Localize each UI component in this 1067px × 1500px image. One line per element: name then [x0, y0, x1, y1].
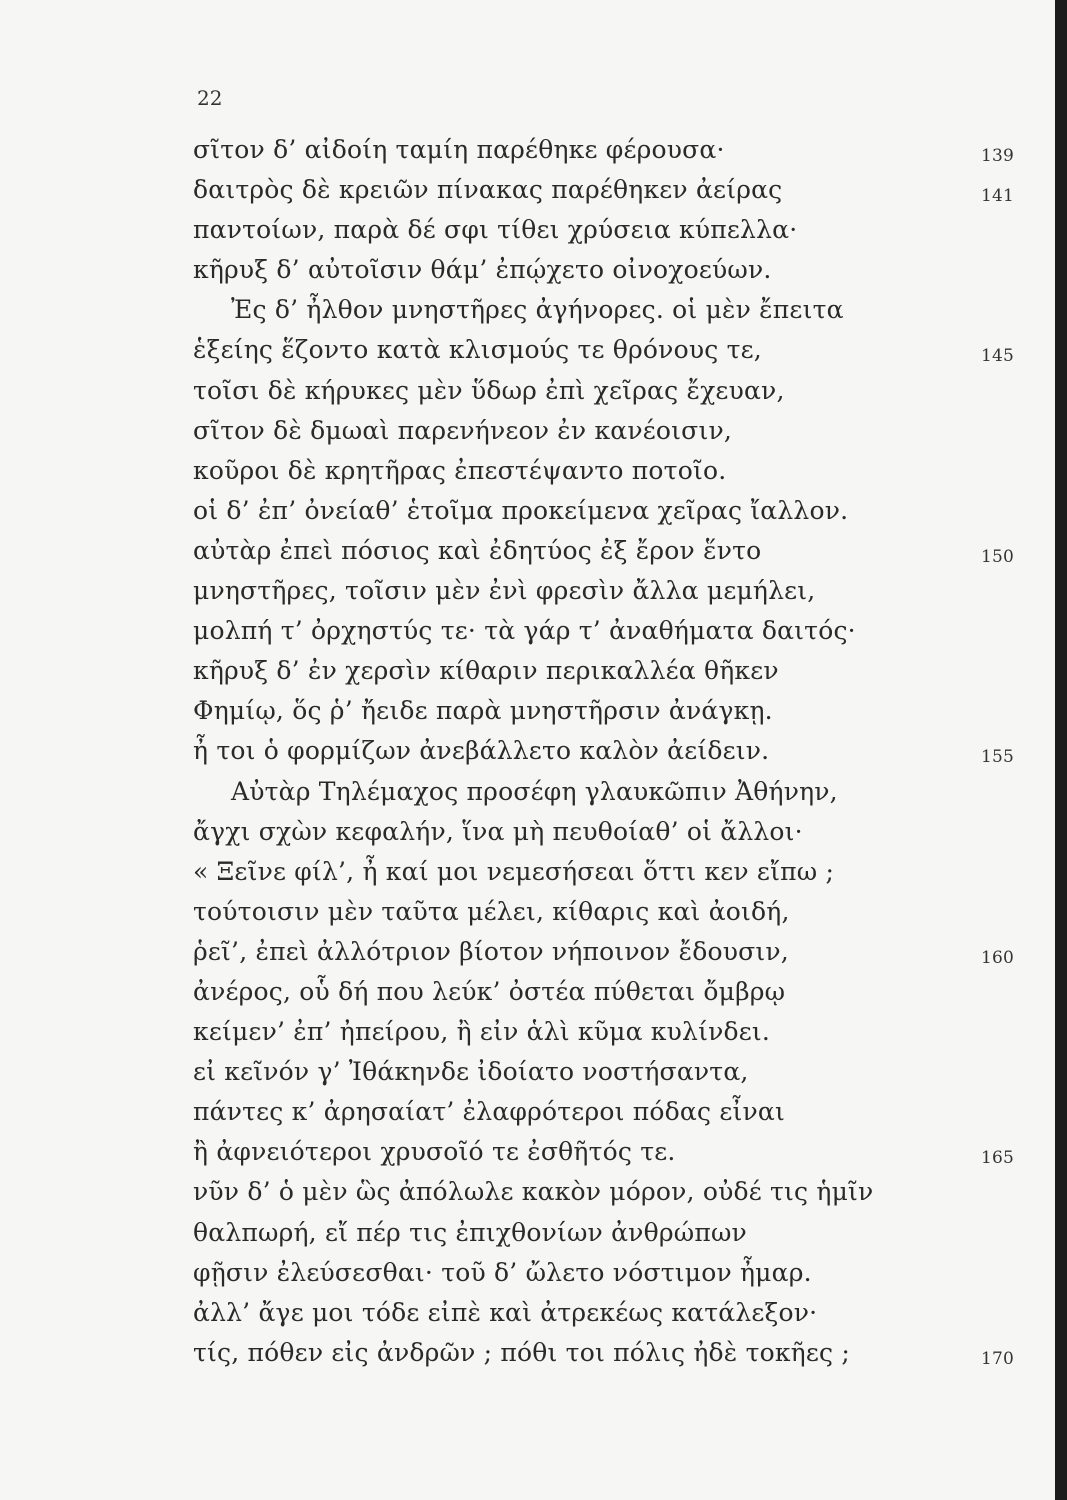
line-number: 139: [981, 146, 1015, 166]
verse-line: [193, 691, 1023, 731]
verse-text: ἀνέρος, οὗ δή που λεύκ’ ὀστέα πύθεται ὄμβρῳ: [193, 976, 786, 1006]
line-number: 165: [981, 1148, 1015, 1169]
verse-text: θαλπωρή, εἴ πέρ τις ἐπιχθονίων ἀνθρώπων: [193, 1217, 747, 1247]
verse-line: [193, 1172, 1023, 1212]
line-number: 160: [981, 947, 1015, 968]
line-number: 155: [981, 747, 1015, 768]
verse-line: [193, 892, 1023, 932]
page-number: 22: [197, 86, 223, 110]
verse-text: νῦν δ’ ὁ μὲν ὣς ἀπόλωλε κακὸν μόρον, οὐδέ τις ἡμῖν: [193, 1177, 874, 1207]
verse-text: κοῦροι δὲ κρητῆρας ἐπεστέψαντο ποτοῖο.: [193, 455, 727, 485]
verse-line: [193, 1132, 1023, 1172]
verse-text: εἰ κεῖνόν γ’ Ἰθάκηνδε ἰδοίατο νοστήσαντα,: [193, 1057, 749, 1087]
verse-text: « Ξεῖνε φίλ’, ἦ καί μοι νεμεσήσεαι ὅττι κεν εἴπω ;: [193, 856, 835, 886]
verse-line: [193, 972, 1023, 1012]
verse-line: [193, 1012, 1023, 1052]
verse-line: [193, 371, 1023, 411]
verse-text: Φημίῳ, ὅς ῥ’ ἤειδε παρὰ μνηστῆρσιν ἀνάγκῃ.: [193, 696, 773, 726]
verse-line: [193, 210, 1023, 250]
verse-text: κῆρυξ δ’ ἐν χερσὶν κίθαριν περικαλλέα θῆκεν: [193, 656, 779, 686]
verse-line: [193, 731, 1023, 771]
verse-text: σῖτον δ’ αἰδοίη ταμίη παρέθηκε φέρουσα·: [193, 135, 725, 164]
verse-line: [193, 1052, 1023, 1092]
verse-text: Αὐτὰρ Τηλέμαχος προσέφη γλαυκῶπιν Ἀθήνην,: [231, 776, 838, 806]
verse-text: τούτοισιν μὲν ταῦτα μέλει, κίθαρις καὶ ἀοιδή,: [193, 896, 790, 926]
verse-line: [193, 290, 1023, 330]
verse-text: ῥεῖ’, ἐπεὶ ἀλλότριον βίοτον νήποινον ἔδουσιν,: [193, 936, 789, 966]
line-number: 150: [981, 546, 1015, 567]
verse-text: ἑξείης ἕζοντο κατὰ κλισμούς τε θρόνους τε,: [193, 335, 762, 365]
verse-line: [193, 1213, 1023, 1253]
verse-text: ἢ ἀφνειότεροι χρυσοῖό τε ἐσθῆτός τε.: [193, 1137, 676, 1167]
verse-line: [193, 531, 1023, 571]
verse-text: μολπή τ’ ὀρχηστύς τε· τὰ γάρ τ’ ἀναθήματα δαιτός·: [193, 616, 856, 646]
verse-text: οἱ δ’ ἐπ’ ὀνείαθ’ ἑτοῖμα προκείμενα χεῖρας ἴαλλον.: [193, 495, 849, 525]
verse-line: [193, 1092, 1023, 1132]
verse-line: [193, 451, 1023, 491]
line-number: 141: [981, 186, 1015, 207]
verse-text: Ἐς δ’ ἦλθον μνηστῆρες ἀγήνορες. οἱ μὲν ἔπειτα: [231, 295, 844, 325]
verse-text: φῇσιν ἐλεύσεσθαι· τοῦ δ’ ὤλετο νόστιμον ἦμαρ.: [193, 1257, 812, 1287]
page-edge: [1055, 0, 1067, 1500]
verse-line: [193, 250, 1023, 290]
verse-line: [193, 852, 1023, 892]
verse-text: πάντες κ’ ἀρησαίατ’ ἐλαφρότεροι πόδας εἶναι: [193, 1097, 785, 1127]
verse-line: [193, 1333, 1023, 1373]
verse-text: σῖτον δὲ δμωαὶ παρενήνεον ἐν κανέοισιν,: [193, 415, 732, 445]
line-number: 170: [981, 1348, 1015, 1369]
verse-text: δαιτρὸς δὲ κρειῶν πίνακας παρέθηκεν ἀείρας: [193, 175, 783, 205]
verse-text: ἀλλ’ ἄγε μοι τόδε εἰπὲ καὶ ἀτρεκέως κατάλεξον·: [193, 1297, 818, 1327]
poem-text: [193, 130, 1023, 1373]
verse-line: [193, 651, 1023, 691]
verse-text: παντοίων, παρὰ δέ σφι τίθει χρύσεια κύπελλα·: [193, 215, 798, 245]
verse-line: [193, 1253, 1023, 1293]
verse-line: [193, 330, 1023, 370]
verse-line: [193, 411, 1023, 451]
verse-line: [193, 932, 1023, 972]
verse-text: αὐτὰρ ἐπεὶ πόσιος καὶ ἐδητύος ἐξ ἔρον ἕντο: [193, 535, 762, 565]
verse-line: [193, 812, 1023, 852]
verse-text: ἦ τοι ὁ φορμίζων ἀνεβάλλετο καλὸν ἀείδειν.: [193, 736, 770, 766]
verse-text: τίς, πόθεν εἰς ἀνδρῶν ; πόθι τοι πόλις ἠδὲ τοκῆες ;: [193, 1337, 850, 1367]
verse-text: ἄγχι σχὼν κεφαλήν, ἵνα μὴ πευθοίαθ’ οἱ ἄλλοι·: [193, 816, 803, 846]
verse-text: τοῖσι δὲ κήρυκες μὲν ὕδωρ ἐπὶ χεῖρας ἔχευαν,: [193, 375, 785, 405]
verse-text: κείμεν’ ἐπ’ ἠπείρου, ἢ εἰν ἁλὶ κῦμα κυλίνδει.: [193, 1017, 771, 1047]
verse-line: [193, 170, 1023, 210]
verse-text: μνηστῆρες, τοῖσιν μὲν ἐνὶ φρεσὶν ἄλλα μεμήλει,: [193, 576, 816, 606]
verse-text: κῆρυξ δ’ αὐτοῖσιν θάμ’ ἐπῴχετο οἰνοχοεύων.: [193, 255, 772, 285]
verse-line: [193, 491, 1023, 531]
verse-line: [193, 571, 1023, 611]
verse-line: [193, 772, 1023, 812]
verse-line: [193, 1293, 1023, 1333]
verse-line: [193, 130, 1023, 170]
line-number: 145: [981, 346, 1015, 367]
verse-line: [193, 611, 1023, 651]
